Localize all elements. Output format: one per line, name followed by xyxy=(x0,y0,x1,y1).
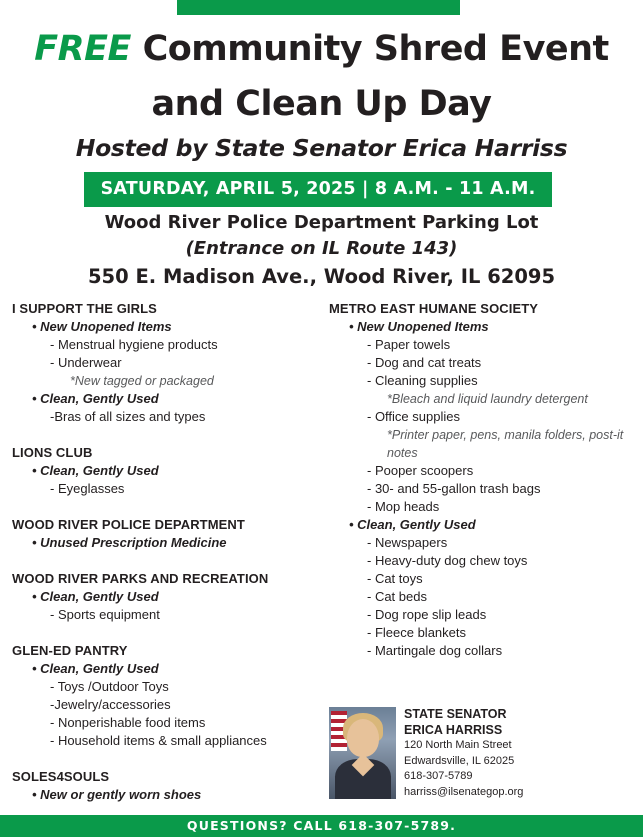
location-address: 550 E. Madison Ave., Wood River, IL 62095 xyxy=(87,265,556,288)
left-column xyxy=(12,300,320,804)
senator-street: 120 North Main Street xyxy=(404,739,512,751)
category-label: • Unused Prescription Medicine xyxy=(32,535,227,550)
senator-email: harriss@ilsenategop.org xyxy=(404,785,524,798)
category-label: • New Unopened Items xyxy=(32,319,172,334)
event-title-line-1 xyxy=(0,29,643,69)
org-heading: SOLES4SOULS xyxy=(12,769,110,784)
category-label: • Clean, Gently Used xyxy=(32,661,159,676)
list-item: - Toys /Outdoor Toys xyxy=(50,679,169,694)
category-label: • Clean, Gently Used xyxy=(32,391,159,406)
item-note: *New tagged or packaged xyxy=(70,374,214,388)
list-item: - Nonperishable food items xyxy=(50,715,206,730)
list-item: - Dog rope slip leads xyxy=(367,607,487,622)
item-note: *Printer paper, pens, manila folders, post-it notes xyxy=(387,428,624,460)
org-heading: WOOD RIVER POLICE DEPARTMENT xyxy=(12,517,245,532)
list-item: - Martingale dog collars xyxy=(367,643,503,658)
questions-footer: QUESTIONS? CALL 618-307-5789. xyxy=(0,815,643,837)
item-note: *Bleach and liquid laundry detergent xyxy=(387,392,588,406)
list-item: - 30- and 55-gallon trash bags xyxy=(367,481,541,496)
senator-title: STATE SENATOR xyxy=(404,707,507,721)
top-accent-bar xyxy=(177,0,460,15)
list-item: - Household items & small appliances xyxy=(50,733,267,748)
list-item: - Newspapers xyxy=(367,535,448,550)
list-item: - Cat toys xyxy=(367,571,423,586)
senator-name: ERICA HARRISS xyxy=(404,723,503,737)
senator-phone: 618-307-5789 xyxy=(404,770,473,782)
list-item: - Dog and cat treats xyxy=(367,355,482,370)
list-item: - Menstrual hygiene products xyxy=(50,337,218,352)
list-item: - Cleaning supplies xyxy=(367,373,478,388)
list-item: -Bras of all sizes and types xyxy=(50,409,206,424)
senator-city: Edwardsville, IL 62025 xyxy=(404,754,515,767)
right-column xyxy=(329,300,634,660)
category-label: • New Unopened Items xyxy=(349,319,489,334)
list-item: -Jewelry/accessories xyxy=(50,697,171,712)
list-item: - Sports equipment xyxy=(50,607,160,622)
senator-contact xyxy=(404,706,604,800)
event-title-line-2: and Clean Up Day xyxy=(151,84,492,124)
category-label: • Clean, Gently Used xyxy=(32,463,159,478)
location-place: Wood River Police Department Parking Lot xyxy=(104,212,539,233)
list-item: - Underwear xyxy=(50,355,122,370)
category-label: • New or gently worn shoes xyxy=(32,787,202,802)
org-heading: I SUPPORT THE GIRLS xyxy=(12,301,157,316)
category-label: • Clean, Gently Used xyxy=(349,517,476,532)
list-item: - Fleece blankets xyxy=(367,625,466,640)
free-label: FREE xyxy=(34,29,131,69)
org-heading: WOOD RIVER PARKS AND RECREATION xyxy=(12,571,269,586)
photo-face xyxy=(347,719,379,757)
list-item: - Mop heads xyxy=(367,499,440,514)
hosted-by: Hosted by State Senator Erica Harriss xyxy=(75,134,568,162)
list-item: - Paper towels xyxy=(367,337,451,352)
list-item: - Eyeglasses xyxy=(50,481,125,496)
org-heading: METRO EAST HUMANE SOCIETY xyxy=(329,301,539,316)
org-heading: LIONS CLUB xyxy=(12,445,93,460)
senator-photo xyxy=(329,707,396,799)
list-item: - Office supplies xyxy=(367,409,460,424)
list-item: - Cat beds xyxy=(367,589,427,604)
event-title-rest: Community Shred Event xyxy=(130,29,609,69)
date-time-banner: SATURDAY, APRIL 5, 2025 | 8 A.M. - 11 A.M. xyxy=(84,172,552,207)
category-label: • Clean, Gently Used xyxy=(32,589,159,604)
location-entrance: (Entrance on IL Route 143) xyxy=(185,238,458,259)
org-heading: GLEN-ED PANTRY xyxy=(12,643,128,658)
list-item: - Pooper scoopers xyxy=(367,463,474,478)
list-item: - Heavy-duty dog chew toys xyxy=(367,553,528,568)
